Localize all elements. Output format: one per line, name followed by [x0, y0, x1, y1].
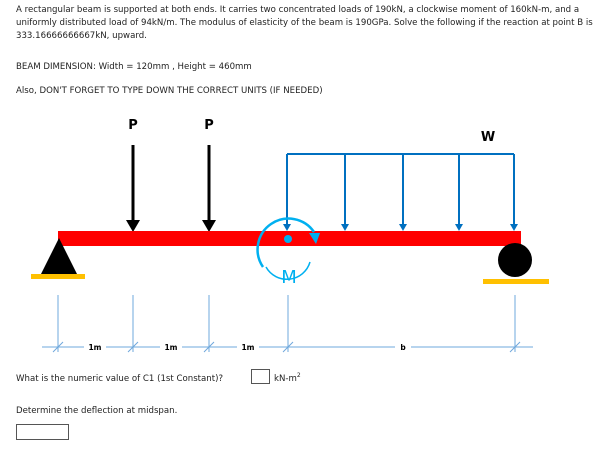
udl-label-w: W [480, 130, 496, 145]
point-load-arrow-2 [202, 145, 216, 232]
units-note: Also, DON'T FORGET TO TYPE DOWN THE CORRECT UNITS (IF NEEDED) [16, 86, 323, 96]
load-label-p2: P [204, 118, 214, 133]
span-label-1: 1m [88, 343, 102, 352]
beam-dimension-text: BEAM DIMENSION: Width = 120mm , Height = 460mm [16, 62, 252, 72]
c1-unit-text: kN-m [274, 374, 297, 384]
span-label-3: 1m [241, 343, 255, 352]
c1-unit-exponent: 2 [296, 372, 301, 380]
span-label-b: b [400, 343, 406, 352]
c1-answer-input[interactable] [251, 369, 270, 384]
deflection-answer-input[interactable] [16, 424, 69, 440]
dimension-line [42, 295, 533, 352]
moment-label-m: M [281, 267, 297, 288]
question-c1: What is the numeric value of C1 (1st Constant)? [16, 374, 224, 384]
point-load-arrow-1 [126, 145, 140, 232]
load-label-p1: P [128, 118, 138, 133]
c1-unit-label [274, 373, 301, 386]
span-label-2: 1m [164, 343, 178, 352]
distributed-load [283, 154, 518, 231]
roller-support-b [483, 243, 549, 284]
question-deflection: Determine the deflection at midspan. [16, 406, 178, 416]
problem-statement: A rectangular beam is supported at both ends. It carries two concentrated loads of 190kN, a clockwise moment of 160kN-m, and a uniformly distributed load of 94kN/m. The modulus of elasticity of the beam is 190GPa. Solve the following if the reaction at point B is 333.16666666667kN, upward. [16, 5, 593, 41]
